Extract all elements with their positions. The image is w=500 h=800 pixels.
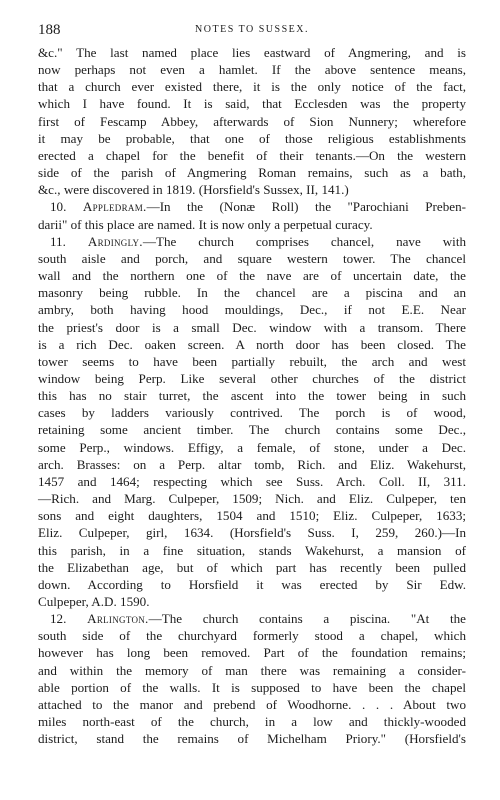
text-line: the Elizabethan age, but of which part has recently been pulled [38, 559, 466, 575]
entry-first-line [38, 233, 466, 250]
paragraph-continuation [38, 44, 466, 198]
text-line: erected a chapel for the benefit of their tenants.—On the western [38, 147, 466, 163]
text-line: that a church ever existed there, it is the only notice of the fact, [38, 79, 466, 95]
running-head: NOTES TO SUSSEX. [195, 24, 309, 35]
text-line: ambry, both having hood mouldings, Dec., if not E.E. Near [38, 302, 466, 318]
text-line: &c., were discovered in 1819. (Horsfield's Sussex, II, 141.) [38, 182, 349, 198]
text-line: window being Perp. Like several other churches of the district [38, 370, 466, 386]
entry-first-line [38, 610, 466, 627]
text-line: now perhaps not even a hamlet. If the above sentence means, [38, 62, 466, 78]
text-line: 1457 and 1464; respecting which see Suss. Arch. Coll. II, 311. [38, 473, 466, 489]
text-line: down. According to Horsfield it was erected by Sir Edw. [38, 576, 466, 592]
text-line: it may be probable, that one of those religious establishments [38, 130, 466, 146]
text-line: some Perp., windows. Effigy, a female, of stone, under a Dec. [38, 439, 466, 455]
text-line: south side of the churchyard formerly stood a chapel, which [38, 628, 466, 644]
text-line: —The church contains a piscina. "At the [148, 611, 466, 627]
entry-ardingly [38, 233, 466, 610]
text-line: attached to the manor and prebend of Woodhorne. . . . About two [38, 696, 466, 712]
document-page [38, 20, 466, 747]
entry-heading: Appledram. [82, 199, 147, 215]
text-line: —Rich. and Marg. Culpeper, 1509; Nich. and Eliz. Culpeper, ten [38, 491, 466, 507]
text-line: district, stand the remains of Michelham Priory." (Horsfield's [38, 731, 466, 747]
text-line: able portion of the walls. It is supposed to have been the chapel [38, 679, 466, 695]
text-line: first of Fescamp Abbey, afterwards of Sion Nunnery; wherefore [38, 113, 466, 129]
text-line: the priest's door is a small Dec. window with a transom. There [38, 319, 466, 335]
text-line: retaining some ancient timber. The church contains some Dec., [38, 422, 466, 438]
text-line: tower seems to have been partially rebuilt, the arch and west [38, 353, 466, 369]
entry-number: 11. [50, 233, 66, 249]
entry-number: 12. [50, 611, 67, 627]
entry-number: 10. [50, 199, 67, 215]
entry-heading: Arlington. [87, 611, 149, 627]
text-line: masonry being rubble. In the chancel are a piscina and an [38, 285, 466, 301]
page-number: 188 [38, 22, 61, 38]
text-line: darii" of this place are named. It is now only a perpetual curacy. [38, 216, 373, 232]
text-line: this parish, in a fine situation, stands Wakehurst, a mansion of [38, 542, 466, 558]
text-line: cases by ladders variously contrived. The porch is of wood, [38, 405, 466, 421]
text-line: arch. Brasses: on a Perp. altar tomb, Rich. and Eliz. Wakehurst, [38, 456, 466, 472]
text-line: this has no stair turret, the ascent into the tower being in such [38, 388, 466, 404]
text-line: side of the parish of Angmering Roman remains, such as a bath, [38, 165, 466, 181]
text-line: south aisle and porch, and square western tower. The chancel [38, 250, 466, 266]
page-body [38, 44, 466, 747]
page-header [38, 20, 466, 44]
entry-appledram [38, 198, 466, 232]
text-line: —In the (Nonæ Roll) the "Parochiani Preben- [146, 199, 466, 215]
text-line: Eliz. Culpeper, girl, 1634. (Horsfield's Suss. I, 259, 260.)—In [38, 525, 466, 541]
text-line: and within the memory of man there was remaining a consider- [38, 662, 466, 678]
entry-arlington [38, 610, 466, 747]
text-line: &c." The last named place lies eastward of Angmering, and is [38, 45, 466, 60]
text-line: which I have found. It is said, that Ecclesden was the property [38, 96, 466, 112]
text-line: however has long been removed. Part of the foundation remains; [38, 645, 466, 661]
entry-first-line [38, 198, 466, 215]
text-line: Culpeper, A.D. 1590. [38, 594, 150, 609]
text-line: is a rich Dec. oaken screen. A north door has been closed. The [38, 336, 466, 352]
text-line: miles north-east of the church, in a low and thickly-wooded [38, 714, 466, 730]
entry-heading: Ardingly. [87, 233, 143, 249]
text-line: wall and the northern one of the nave are of uncertain date, the [38, 268, 466, 284]
text-line: sons and eight daughters, 1504 and 1510; Eliz. Culpeper, 1633; [38, 508, 466, 524]
text-line: —The church comprises chancel, nave with [142, 233, 467, 249]
